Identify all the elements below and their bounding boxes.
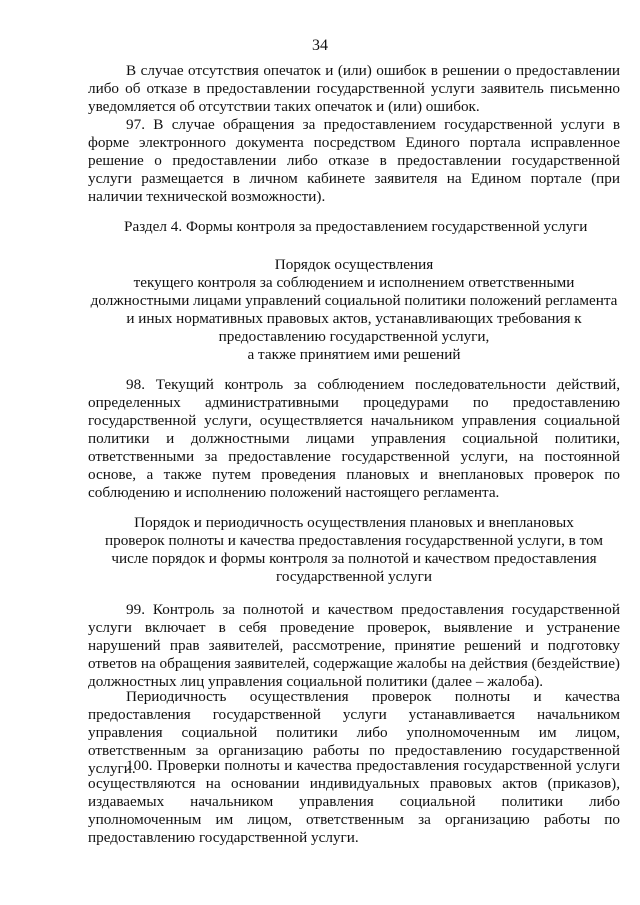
paragraph-99: 99. Контроль за полнотой и качеством предоставления государственной услуги включает в себя проведение проверок, выявление и устранение нарушений прав заявителей, рассмотрение, принятие решений и подготовку ответов на обращения заявителей, содержащие жалобы на действия (бездействие) должностных лиц управления социальной политики (далее – жалоба). xyxy=(88,601,620,690)
paragraph-96-tail: В случае отсутствия опечаток и (или) ошибок в решении о предоставлении либо об отказе в предоставлении государственной услуги заявитель письменно уведомляется об отсутствии таких опечаток и (или) ошибок. xyxy=(88,62,620,115)
heading-line: текущего контроля за соблюдением и исполнением ответственными xyxy=(133,274,575,291)
heading-line: должностными лицами управлений социальной политики положений регламента xyxy=(90,292,618,309)
heading-line: Порядок осуществления xyxy=(274,256,434,273)
heading-line: а также принятием ими решений xyxy=(247,346,461,363)
page-number: 34 xyxy=(312,37,328,54)
heading-current-control xyxy=(80,256,628,364)
paragraph-100: 100. Проверки полноты и качества предоставления государственной услуги осуществляются на основании индивидуальных правовых актов (приказов), издаваемых начальником управления социальной политики либо уполномоченным им лицом, ответственным за организацию работы по предоставлению государственной услуги. xyxy=(88,757,620,846)
heading-line: проверок полноты и качества предоставления государственной услуги, в том xyxy=(104,532,604,549)
section-4-title: Раздел 4. Формы контроля за предоставлением государственной услуги xyxy=(124,218,588,235)
paragraph-97: 97. В случае обращения за предоставлением государственной услуги в форме электронного документа посредством Единого портала исправленное решение о предоставлении либо отказе в предоставлении государственной услуги размещается в личном кабинете заявителя на Едином портале (при наличии технической возможности). xyxy=(88,116,620,205)
heading-line: предоставлению государственной услуги, xyxy=(218,328,490,345)
paragraph-99-periodicity: Периодичность осуществления проверок полноты и качества предоставления государственной услуги устанавливается начальником управления социальной политики либо уполномоченным им лицом, ответственным за организацию работы по предоставлению государственной услуги. xyxy=(88,688,620,777)
heading-line: числе порядок и формы контроля за полнотой и качеством предоставления xyxy=(111,550,597,567)
heading-inspections xyxy=(84,514,624,586)
heading-line: и иных нормативных правовых актов, устанавливающих требования к xyxy=(126,310,582,327)
paragraph-98: 98. Текущий контроль за соблюдением последовательности действий, определенных административными процедурами по предоставлению государственной услуги, осуществляется начальником управления социальной политики и должностными лицами управления социальной политики, ответственными за предоставление государственной услуги, на постоянной основе, а также путем проведения плановых и внеплановых проверок по соблюдению и исполнению положений настоящего регламента. xyxy=(88,376,620,501)
heading-line: государственной услуги xyxy=(276,568,432,585)
heading-line: Порядок и периодичность осуществления плановых и внеплановых xyxy=(134,514,574,531)
